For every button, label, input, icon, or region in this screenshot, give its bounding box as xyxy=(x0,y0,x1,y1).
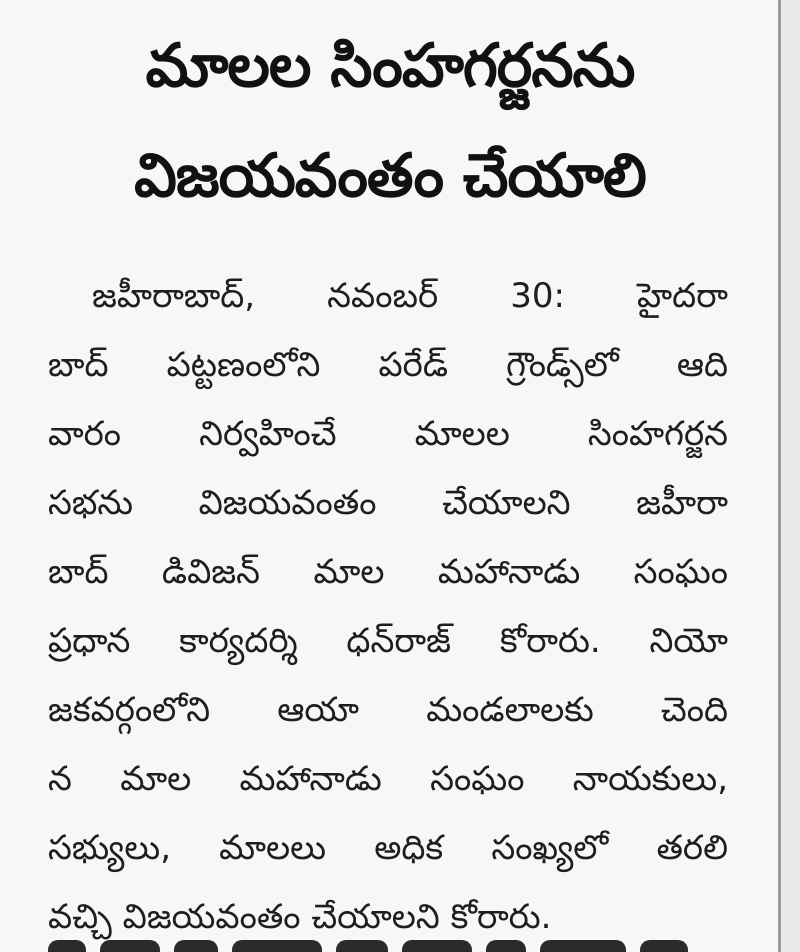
body-line-10: వచ్చి విజయవంతం చేయాలని కోరారు. xyxy=(48,897,552,937)
headline-line-2: విజయవంతం చేయాలి xyxy=(134,141,646,211)
body-line-7: జకవర్గంలోని ఆయా మండలాలకు చెంది xyxy=(48,690,728,730)
body-line-2: బాద్ పట్టణంలోని పరేడ్ గ్రౌండ్స్‌లో ఆది xyxy=(48,345,728,385)
headline-line-1: మాలల సింహగర్జనను xyxy=(145,31,635,101)
article-body xyxy=(48,262,728,952)
body-line-6: ప్రధాన కార్యదర్శి ధన్‌రాజ్ కోరారు. నియో xyxy=(48,621,728,661)
body-line-8: న మాల మహానాడు సంఘం నాయకులు, xyxy=(48,759,728,799)
body-line-3: వారం నిర్వహించే మాలల సింహగర్జన xyxy=(48,414,728,454)
body-line-5: బాద్ డివిజన్ మాల మహానాడు సంఘం xyxy=(48,552,728,592)
cropped-next-line xyxy=(48,930,728,952)
page-margin xyxy=(781,0,800,952)
body-line-4: సభను విజయవంతం చేయాలని జహీరా xyxy=(48,483,728,523)
body-line-9: సభ్యులు, మాలలు అధిక సంఖ్యలో తరలి xyxy=(48,828,728,868)
body-line-1: జహీరాబాద్, నవంబర్ 30: హైదరా xyxy=(92,276,728,316)
